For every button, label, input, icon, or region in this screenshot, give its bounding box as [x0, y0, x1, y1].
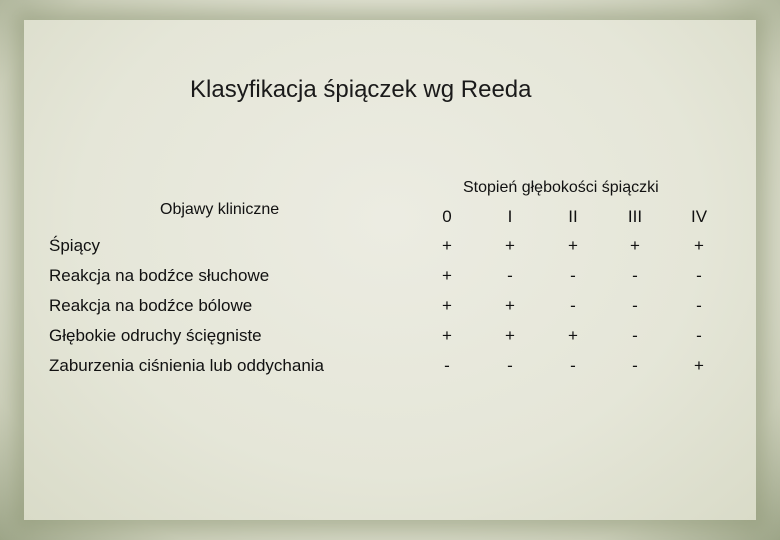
degree-header: Stopień głębokości śpiączki [463, 179, 659, 196]
table-cell: - [570, 356, 576, 375]
table-cell: + [568, 236, 578, 255]
table-cell: - [570, 266, 576, 285]
row-label: Reakcja na bodźce słuchowe [49, 266, 270, 285]
row-label: Reakcja na bodźce bólowe [49, 296, 253, 315]
table-cell: + [694, 236, 704, 255]
table-cell: + [505, 236, 515, 255]
table-cell: - [632, 326, 638, 345]
table-cell: - [696, 326, 702, 345]
table-cell: + [442, 236, 452, 255]
table-cell: - [632, 296, 638, 315]
row-label: Głębokie odruchy ścięgniste [49, 326, 262, 345]
table-cell: - [696, 266, 702, 285]
column-header: III [627, 207, 643, 226]
table-cell: - [507, 266, 513, 285]
row-label: Śpiący [49, 236, 101, 255]
symptoms-header: Objawy kliniczne [160, 201, 280, 218]
table-cell: + [694, 356, 704, 375]
table-cell: - [507, 356, 513, 375]
table-cell: - [632, 356, 638, 375]
slide-title: Klasyfikacja śpiączek wg Reeda [190, 76, 532, 103]
table-cell: - [444, 356, 450, 375]
row-label: Zaburzenia ciśnienia lub oddychania [49, 356, 325, 375]
table-cell: + [505, 326, 515, 345]
table-cell: + [630, 236, 640, 255]
table-cell: + [442, 296, 452, 315]
column-header: II [568, 207, 578, 226]
table-cell: + [442, 266, 452, 285]
column-header: I [507, 207, 513, 226]
table-cell: + [442, 326, 452, 345]
table-cell: + [505, 296, 515, 315]
column-header: IV [690, 207, 708, 226]
table-cell: + [568, 326, 578, 345]
column-header: 0 [442, 207, 452, 226]
table-cell: - [696, 296, 702, 315]
table-cell: - [632, 266, 638, 285]
table-cell: - [570, 296, 576, 315]
